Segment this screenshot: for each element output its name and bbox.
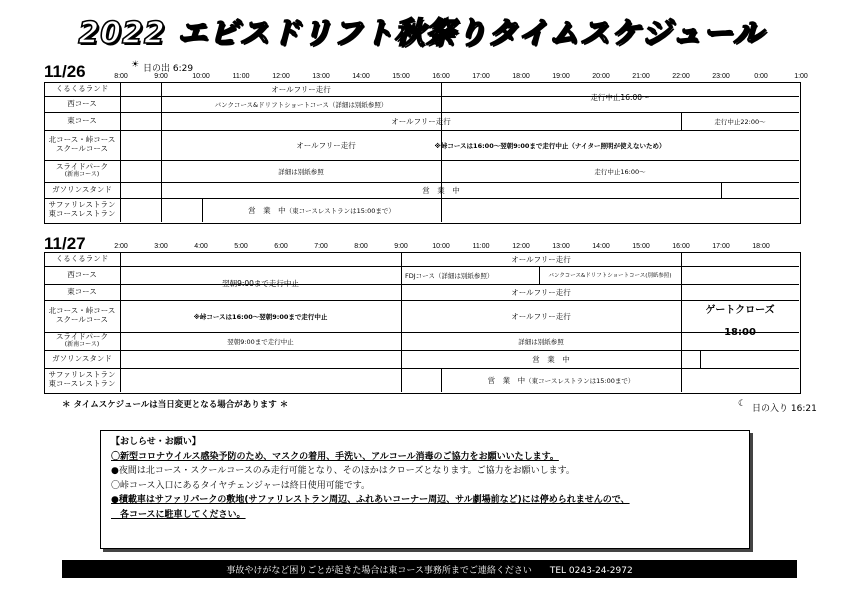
row-label-line2: スクールコース (56, 144, 108, 153)
notice-box (100, 430, 750, 549)
day1-date: 11/26 (44, 62, 86, 81)
row-label (44, 182, 120, 198)
d1-gas-cell: 営 業 中 (422, 185, 460, 195)
day2-date: 11/27 (44, 234, 86, 253)
row-label-line1: 東コース (67, 286, 97, 296)
row-label (44, 368, 120, 392)
hour-label: 2:00 (114, 243, 128, 250)
d1-slide-cell: 詳細は別紙参照 (278, 167, 324, 176)
hour-label: 11:00 (232, 73, 250, 80)
hour-label: 13:00 (312, 73, 330, 80)
d2-rest-cell (441, 368, 681, 392)
hour-label: 20:00 (592, 73, 610, 80)
d1-higashi-stop-cell: 走行中止22:00～ (714, 117, 766, 126)
hour-label: 18:00 (752, 243, 770, 250)
notice-line-5: 各コースに駐車してください。 (111, 509, 246, 520)
hour-label: 10:00 (432, 243, 450, 250)
d2-rest-note: （東コースレストランは15:00まで） (525, 376, 635, 385)
hour-label: 1:00 (794, 73, 808, 80)
hour-label: 19:00 (552, 73, 570, 80)
d2-slide-stop-cell: 翌朝9:00まで走行中止 (227, 337, 294, 346)
hour-label: 8:00 (114, 73, 128, 80)
row-label-line2: (新南コース) (64, 170, 100, 178)
d1-rest-note: （東コースレストランは15:00まで） (285, 206, 395, 215)
row-label (44, 198, 120, 222)
row-label-line1: くるくるランド (55, 253, 109, 263)
d2-higashi-cell: オールフリー走行 (511, 287, 571, 297)
hour-label: 6:00 (274, 243, 288, 250)
row-label-line1: 西コース (67, 269, 97, 279)
hour-label: 7:00 (314, 243, 328, 250)
row-label (44, 266, 120, 284)
hour-label: 17:00 (472, 73, 490, 80)
d1-rest-cell (202, 198, 441, 222)
d2-kita-note: ※峠コースは16:00～翌朝9:00まで走行中止 (193, 312, 328, 321)
row-label (44, 252, 120, 266)
hour-label: 16:00 (432, 73, 450, 80)
row-label (44, 130, 120, 160)
row-label-line1: ガソリンスタンド (52, 353, 112, 363)
hour-label: 21:00 (632, 73, 650, 80)
hour-label: 13:00 (552, 243, 570, 250)
notice-line-1: 〇新型コロナウイルス感染予防のため、マスクの着用、手洗い、アルコール消毒のご協力をお願いいたします。 (111, 451, 559, 462)
row-label (44, 112, 120, 130)
hour-label: 5:00 (234, 243, 248, 250)
schedule-change-note: ＊ タイムスケジュールは当日変更となる場合があります ＊ (62, 400, 289, 410)
row-label (44, 82, 120, 96)
row-label-line1: サファリレストラン (48, 370, 116, 380)
row-label-line1: スライドパーク (55, 332, 109, 342)
row-label-line2: 東コースレストラン (48, 379, 116, 388)
gate-close-block (681, 252, 799, 392)
hour-label: 12:00 (512, 243, 530, 250)
d2-gas-cell: 営 業 中 (532, 354, 570, 364)
d2-slide-cell: 詳細は別紙参照 (518, 337, 564, 346)
row-label-line1: くるくるランド (55, 83, 109, 93)
row-label-line1: 東コース (67, 115, 97, 125)
row-label-line2: 東コースレストラン (48, 209, 116, 218)
row-label (44, 350, 120, 368)
d1-nishi-cell: バンクコース&ドリフトショートコース（詳細は別紙参照） (214, 100, 388, 109)
notice-line-3: 〇峠コース入口にあるタイヤチェンジャーは終日使用可能です。 (111, 480, 370, 491)
hour-label: 3:00 (154, 243, 168, 250)
hour-label: 9:00 (154, 73, 168, 80)
d1-higashi-cell: オールフリー走行 (391, 116, 451, 126)
row-label (44, 96, 120, 112)
hour-label: 14:00 (352, 73, 370, 80)
hour-label: 23:00 (712, 73, 730, 80)
hour-label: 12:00 (272, 73, 290, 80)
gate-close-label: ゲートクローズ (705, 305, 775, 316)
d1-kuru-cell: オールフリー走行 (271, 84, 331, 94)
hour-label: 15:00 (392, 73, 410, 80)
row-label (44, 300, 120, 332)
hour-label: 11:00 (472, 243, 490, 250)
row-label (44, 332, 120, 350)
moon-icon: ☾ (738, 399, 747, 409)
d1-slide-stop-cell: 走行中止16:00～ (594, 167, 646, 176)
sun-icon: ☀ (131, 60, 140, 70)
page-title: 2022 エビスドリフト秋祭りタイムスケジュール (78, 16, 764, 51)
d1-kita-cell: オールフリー走行 (296, 140, 356, 150)
d2-morning-stop-cell: 翌朝9:00まで走行中止 (222, 278, 299, 288)
hour-label: 4:00 (194, 243, 208, 250)
time-divider-23 (721, 182, 722, 198)
row-label-line1: 北コース・峠コース (48, 306, 116, 316)
hour-label: 9:00 (394, 243, 408, 250)
notice-line-4: ●積載車はサファリパークの敷地(サファリレストラン周辺、ふれあいコーナー周辺、サル劇場前など)には停められませんので、 (111, 495, 630, 506)
d1-night-stop-cell: 走行中止16:00～ (590, 92, 650, 102)
row-label-line2: (新南コース) (64, 340, 100, 348)
hour-label: 22:00 (672, 73, 690, 80)
d2-fdj-cell: FDJコース（詳細は別紙参照） (405, 271, 494, 280)
d2-bank-cell: バンクコース&ドリフトショートコース(別紙参照) (548, 273, 672, 279)
d2-kuru-cell: オールフリー走行 (511, 254, 571, 264)
d2-rest-label: 営 業 中 (487, 375, 526, 385)
hour-label: 15:00 (632, 243, 650, 250)
hour-label: 17:00 (712, 243, 730, 250)
notice-heading: 【おしらせ・お願い】 (111, 437, 201, 447)
notice-line-2: ●夜間は北コース・スクールコースのみ走行可能となり、そのほかはクローズとなります。ご協力をお願いします。 (111, 466, 575, 477)
hour-label: 16:00 (672, 243, 690, 250)
hour-label: 0:00 (754, 73, 768, 80)
row-label-line1: ガソリンスタンド (52, 184, 112, 194)
hour-label: 14:00 (592, 243, 610, 250)
d2-kita-cell: オールフリー走行 (511, 311, 571, 321)
sunset-label: 日の入り 16:21 (752, 404, 817, 414)
hour-label: 18:00 (512, 73, 530, 80)
hour-label: 8:00 (354, 243, 368, 250)
d1-rest-label: 営 業 中 (248, 205, 286, 215)
row-label-line1: サファリレストラン (48, 200, 116, 210)
d1-kita-note: ※峠コースは16:00～翌朝9:00まで走行中止（ナイター照明が使えないため） (434, 141, 666, 150)
label-column-divider (120, 82, 121, 222)
gate-close-time: 18:00 (724, 327, 756, 338)
row-label (44, 160, 120, 182)
row-label-line2: スクールコース (56, 315, 108, 324)
hour-label: 10:00 (192, 73, 210, 80)
row-label-line1: 北コース・峠コース (48, 135, 116, 145)
sunrise-label: 日の出 6:29 (143, 64, 194, 74)
row-label-line1: 西コース (67, 98, 97, 108)
row-label-line1: スライドパーク (55, 162, 109, 172)
footer-contact-bar: 事故やけがなど困りごとが起きた場合は東コース事務所までご連絡ください TEL 0243-24-2972 (62, 560, 797, 578)
row-label (44, 284, 120, 300)
